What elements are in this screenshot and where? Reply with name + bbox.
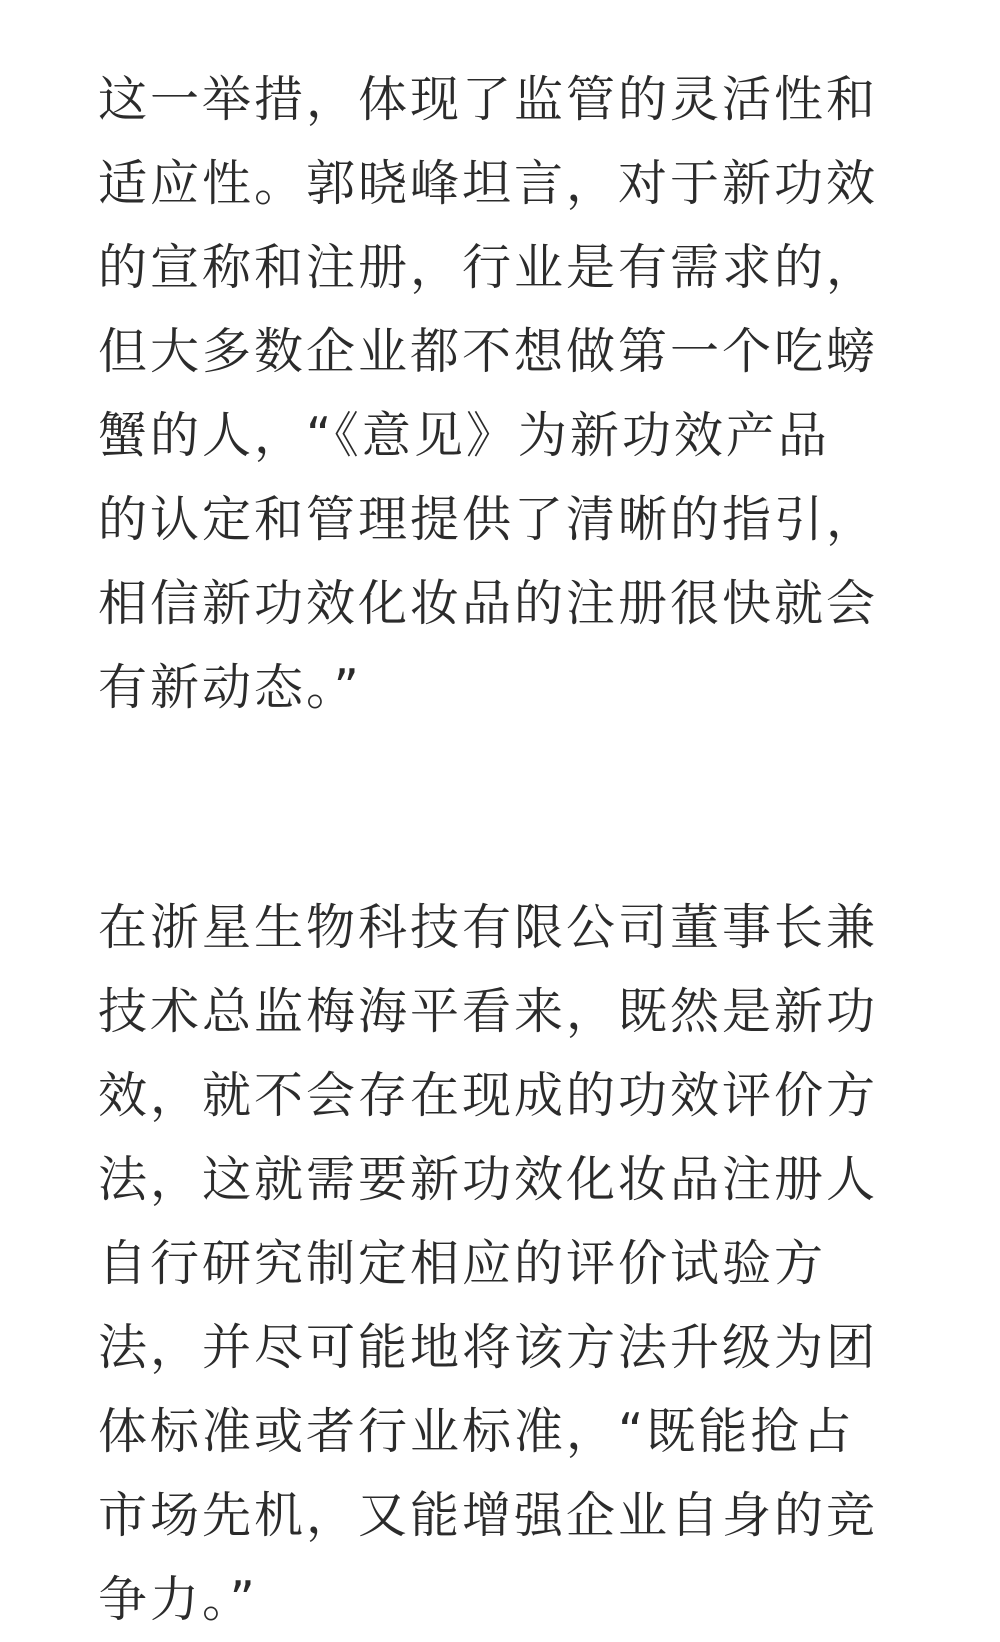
paragraph-2 [98,886,908,1642]
paragraph-1 [98,58,908,730]
text-line: 相信新功效化妆品的注册很快就会 [98,575,879,632]
text-line: 的宣称和注册，行业是有需求的， [98,239,879,296]
text-line: 适应性。郭晓峰坦言，对于新功效 [98,155,879,212]
text-line: 但大多数企业都不想做第一个吃螃 [98,323,879,380]
text-line: 市场先机，又能增强企业自身的竞 [98,1487,879,1544]
text-line: 体标准或者行业标准，“既能抢占 [98,1403,855,1460]
text-line: 技术总监梅海平看来，既然是新功 [98,983,879,1040]
text-line: 蟹的人，“《意见》为新功效产品 [98,407,830,464]
text-line: 自行研究制定相应的评价试验方 [98,1235,827,1292]
article-body [98,58,908,1642]
text-line: 法，并尽可能地将该方法升级为团 [98,1319,879,1376]
text-line: 在浙星生物科技有限公司董事长兼 [98,899,879,956]
text-line: 效，就不会存在现成的功效评价方 [98,1067,879,1124]
text-line: 争力。” [98,1571,258,1628]
text-line: 有新动态。” [98,659,362,716]
text-line: 这一举措，体现了监管的灵活性和 [98,71,879,128]
text-line: 法，这就需要新功效化妆品注册人 [98,1151,879,1208]
paragraph-spacer [98,730,908,886]
text-line: 的认定和管理提供了清晰的指引， [98,491,879,548]
